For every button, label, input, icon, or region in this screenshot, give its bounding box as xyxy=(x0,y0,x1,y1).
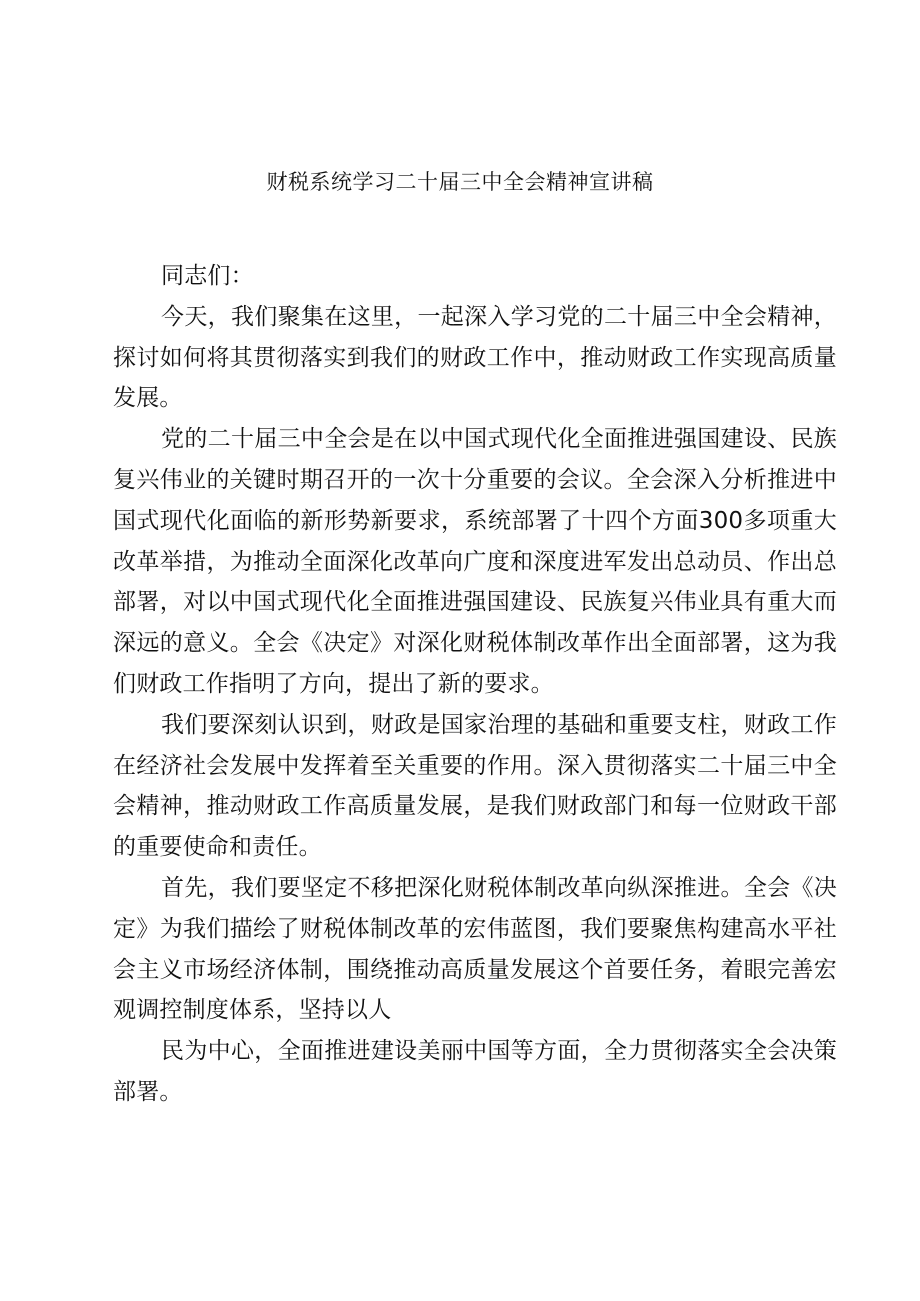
document-body xyxy=(113,256,837,1113)
paragraph-plenary-significance: 党的二十届三中全会是在以中国式现代化全面推进强国建设、民族复兴伟业的关键时期召开的一次十分重要的会议。全会深入分析推进中国式现代化面临的新形势新要求，系统部署了十四个方面300多项重大改革举措，为推动全面深化改革向广度和深度进军发出总动员、作出总部署，对以中国式现代化全面推进强国建设、民族复兴伟业具有重大而深远的意义。全会《决定》对深化财税体制改革作出全面部署，这为我们财政工作指明了方向，提出了新的要求。 xyxy=(113,426,837,697)
document-title: 财税系统学习二十届三中全会精神宣讲稿 xyxy=(266,170,654,194)
paragraph-salutation: 同志们： xyxy=(161,263,254,289)
paragraph-intro: 今天，我们聚集在这里，一起深入学习党的二十届三中全会精神，探讨如何将其贯彻落实到我们的财政工作中，推动财政工作实现高质量发展。 xyxy=(113,303,837,412)
paragraph-continuation: 民为中心，全面推进建设美丽中国等方面，全力贯彻落实全会决策部署。 xyxy=(113,1038,837,1105)
paragraph-fiscal-role: 我们要深刻认识到，财政是国家治理的基础和重要支柱，财政工作在经济社会发展中发挥着至关重要的作用。深入贯彻落实二十届三中全会精神，推动财政工作高质量发展，是我们财政部门和每一位财政干部的重要使命和责任。 xyxy=(113,711,837,861)
paragraph-first-point: 首先，我们要坚定不移把深化财税体制改革向纵深推进。全会《决定》为我们描绘了财税体制改革的宏伟蓝图，我们要聚焦构建高水平社会主义市场经济体制，围绕推动高质量发展这个首要任务，着眼完善宏观调控制度体系，坚持以人 xyxy=(113,874,837,1024)
